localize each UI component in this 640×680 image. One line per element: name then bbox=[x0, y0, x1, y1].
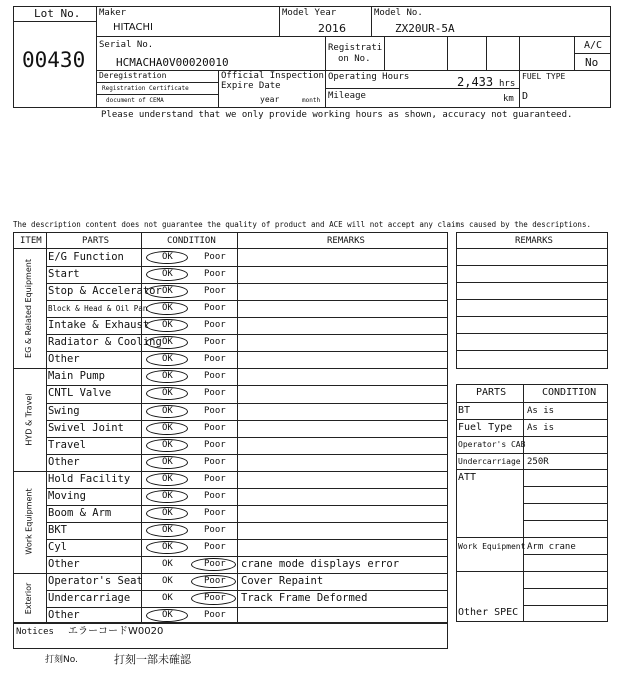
month-label: month bbox=[302, 97, 321, 104]
row-remark: Track Frame Deformed bbox=[241, 592, 368, 604]
part-label: E/G Function bbox=[48, 251, 124, 263]
right-remarks-header: REMARKS bbox=[515, 236, 553, 246]
maker-label: Maker bbox=[99, 8, 127, 18]
row-divider bbox=[46, 539, 448, 540]
part-label: Other bbox=[48, 456, 80, 468]
description-notice: The description content does not guarantee the quality of product and ACE will not accept any claims caused by the descriptions. bbox=[13, 220, 591, 229]
poor-option[interactable]: Poor bbox=[204, 371, 226, 381]
ok-option[interactable]: OK bbox=[162, 457, 173, 467]
notices-value: エラーコードW0020 bbox=[68, 626, 164, 637]
poor-option[interactable]: Poor bbox=[204, 491, 226, 501]
ok-option[interactable]: OK bbox=[162, 354, 173, 364]
part-label: Stop & Accelerator bbox=[48, 285, 162, 297]
poor-option[interactable]: Poor bbox=[204, 525, 226, 535]
lot-no-label: Lot No. bbox=[34, 7, 81, 20]
fuel-type-value: D bbox=[522, 91, 529, 102]
poor-option[interactable]: Poor bbox=[204, 320, 226, 330]
poor-option[interactable]: Poor bbox=[204, 269, 226, 279]
model-year-label: Model Year bbox=[282, 8, 337, 18]
group-label: EG & Related Equipment bbox=[24, 258, 34, 358]
right-cond-fuel-type: As is bbox=[527, 423, 555, 433]
ok-option[interactable]: OK bbox=[162, 388, 173, 398]
row-divider bbox=[46, 403, 448, 404]
ac-value: No bbox=[585, 56, 599, 69]
selected-condition-oval bbox=[191, 592, 236, 605]
row-divider bbox=[46, 437, 448, 438]
part-label: Radiator & Cooling bbox=[48, 336, 162, 348]
right-part-att: ATT bbox=[458, 472, 477, 483]
ok-option[interactable]: OK bbox=[162, 371, 173, 381]
ac-label: A/C bbox=[584, 40, 603, 51]
selected-condition-oval bbox=[146, 507, 188, 520]
ok-option[interactable]: OK bbox=[162, 303, 173, 313]
selected-condition-oval bbox=[146, 251, 188, 264]
selected-condition-oval bbox=[146, 473, 188, 486]
ok-option[interactable]: OK bbox=[162, 320, 173, 330]
poor-option[interactable]: Poor bbox=[204, 286, 226, 296]
row-divider bbox=[46, 334, 448, 335]
poor-option[interactable]: Poor bbox=[204, 303, 226, 313]
row-divider bbox=[46, 351, 448, 352]
poor-option[interactable]: Poor bbox=[204, 354, 226, 364]
model-no-label: Model No. bbox=[374, 8, 423, 18]
header-item: ITEM bbox=[20, 236, 42, 246]
row-divider bbox=[13, 368, 448, 369]
part-label: Block & Head & Oil Pan bbox=[48, 304, 148, 313]
ok-option[interactable]: OK bbox=[162, 406, 173, 416]
part-label: Swing bbox=[48, 405, 80, 417]
row-divider bbox=[46, 505, 448, 506]
row-divider bbox=[46, 454, 448, 455]
selected-condition-oval bbox=[146, 422, 188, 435]
part-label: Hold Facility bbox=[48, 473, 131, 485]
part-label: Cyl bbox=[48, 541, 67, 553]
lot-no-value: 00430 bbox=[22, 48, 86, 72]
selected-condition-oval bbox=[146, 387, 188, 400]
official-inspection-label-2: Expire Date bbox=[221, 81, 281, 91]
row-divider bbox=[46, 283, 448, 284]
selected-condition-oval bbox=[146, 353, 188, 366]
row-divider bbox=[46, 266, 448, 267]
part-label: Boom & Arm bbox=[48, 507, 112, 519]
selected-condition-oval bbox=[146, 268, 188, 281]
part-label: Other bbox=[48, 353, 80, 365]
serial-value: HCMACHA0V00020010 bbox=[116, 56, 229, 69]
selected-condition-oval bbox=[146, 439, 188, 452]
right-parts-header: PARTS bbox=[476, 387, 507, 398]
poor-option[interactable]: Poor bbox=[204, 576, 226, 586]
ok-option[interactable]: OK bbox=[162, 593, 173, 603]
group-label: Work Equipment bbox=[24, 488, 34, 555]
row-divider bbox=[13, 573, 448, 574]
operating-hours-label: Operating Hours bbox=[328, 72, 410, 82]
serial-label: Serial No. bbox=[99, 40, 154, 50]
part-label: Swivel Joint bbox=[48, 422, 124, 434]
official-inspection-label-1: Official Inspection bbox=[221, 71, 324, 81]
ok-option[interactable]: OK bbox=[162, 440, 173, 450]
selected-condition-oval bbox=[146, 370, 188, 383]
poor-option[interactable]: Poor bbox=[204, 406, 226, 416]
registration-label-1: Registrati bbox=[328, 43, 383, 53]
mileage-label: Mileage bbox=[328, 91, 366, 101]
ok-option[interactable]: OK bbox=[162, 610, 173, 620]
model-no-value: ZX20UR-5A bbox=[395, 22, 455, 35]
part-label: Start bbox=[48, 268, 80, 280]
selected-condition-oval bbox=[146, 336, 188, 349]
right-cond-work-equipment: Arm crane bbox=[527, 542, 576, 552]
part-label: Travel bbox=[48, 439, 86, 451]
ok-option[interactable]: OK bbox=[162, 508, 173, 518]
ok-option[interactable]: OK bbox=[162, 491, 173, 501]
right-cond-bt: As is bbox=[527, 406, 555, 416]
poor-option[interactable]: Poor bbox=[204, 457, 226, 467]
right-part-operators-cab: Operator's CAB bbox=[458, 440, 526, 449]
notices-label: Notices bbox=[16, 627, 54, 637]
ok-option[interactable]: OK bbox=[162, 525, 173, 535]
group-label: Exterior bbox=[24, 582, 34, 614]
stamp-label: 打刻No. bbox=[45, 655, 78, 665]
selected-condition-oval bbox=[146, 302, 188, 315]
poor-option[interactable]: Poor bbox=[204, 440, 226, 450]
selected-condition-oval bbox=[191, 558, 236, 571]
row-divider bbox=[46, 488, 448, 489]
right-part-fuel-type: Fuel Type bbox=[458, 422, 513, 433]
selected-condition-oval bbox=[146, 609, 188, 622]
ok-option[interactable]: OK bbox=[162, 252, 173, 262]
row-divider bbox=[46, 385, 448, 386]
poor-option[interactable]: Poor bbox=[204, 610, 226, 620]
part-label: Intake & Exhaust bbox=[48, 319, 150, 331]
part-label: Undercarriage bbox=[48, 592, 131, 604]
poor-option[interactable]: Poor bbox=[204, 593, 226, 603]
row-divider bbox=[46, 556, 448, 557]
group-label: HYD & Travel bbox=[24, 393, 34, 446]
row-divider bbox=[46, 317, 448, 318]
registration-label-2: on No. bbox=[338, 54, 371, 64]
right-part-other-spec: Other SPEC bbox=[458, 607, 519, 618]
stamp-value: 打刻一部未確認 bbox=[114, 653, 191, 666]
row-divider bbox=[46, 522, 448, 523]
part-label: Operator's Seat bbox=[48, 575, 143, 587]
right-cond-undercarriage: 250R bbox=[527, 457, 549, 467]
ok-option[interactable]: OK bbox=[162, 286, 173, 296]
maker-value: HITACHI bbox=[113, 22, 153, 33]
selected-condition-oval bbox=[191, 575, 236, 588]
fuel-type-label: FUEL TYPE bbox=[522, 72, 566, 81]
poor-option[interactable]: Poor bbox=[204, 252, 226, 262]
row-divider bbox=[46, 300, 448, 301]
year-label: year bbox=[260, 95, 280, 104]
part-label: BKT bbox=[48, 524, 67, 536]
poor-option[interactable]: Poor bbox=[204, 474, 226, 484]
poor-option[interactable]: Poor bbox=[204, 337, 226, 347]
ok-option[interactable]: OK bbox=[162, 269, 173, 279]
part-label: CNTL Valve bbox=[48, 387, 112, 399]
operating-hours-value: 2,433 bbox=[457, 75, 494, 89]
deregistration-label: Deregistration bbox=[99, 71, 167, 80]
selected-condition-oval bbox=[146, 541, 188, 554]
hrs-label: hrs bbox=[499, 79, 516, 89]
poor-option[interactable]: Poor bbox=[204, 388, 226, 398]
part-label: Other bbox=[48, 558, 80, 570]
row-divider bbox=[46, 420, 448, 421]
header-parts: PARTS bbox=[82, 236, 110, 246]
ok-option[interactable]: OK bbox=[162, 576, 173, 586]
model-year-value: 2016 bbox=[318, 22, 346, 35]
row-divider bbox=[13, 471, 448, 472]
part-label: Other bbox=[48, 609, 80, 621]
ok-option[interactable]: OK bbox=[162, 423, 173, 433]
right-part-bt: BT bbox=[458, 405, 471, 416]
selected-condition-oval bbox=[146, 285, 188, 298]
cema-label: document of CEMA bbox=[106, 97, 164, 104]
part-label: Main Pump bbox=[48, 370, 105, 382]
km-label: km bbox=[503, 94, 514, 104]
right-part-work-equipment: Work Equipment bbox=[458, 542, 526, 551]
ok-option[interactable]: OK bbox=[162, 559, 173, 569]
registration-certificate-label: Registration Certificate bbox=[102, 85, 189, 92]
poor-option[interactable]: Poor bbox=[204, 508, 226, 518]
part-label: Moving bbox=[48, 490, 86, 502]
poor-option[interactable]: Poor bbox=[204, 559, 226, 569]
hours-notice: Please understand that we only provide working hours as shown, accuracy not guaranteed. bbox=[101, 110, 573, 120]
ok-option[interactable]: OK bbox=[162, 542, 173, 552]
row-divider bbox=[46, 607, 448, 608]
poor-option[interactable]: Poor bbox=[204, 423, 226, 433]
selected-condition-oval bbox=[146, 524, 188, 537]
row-divider bbox=[46, 590, 448, 591]
row-remark: crane mode displays error bbox=[241, 558, 400, 570]
selected-condition-oval bbox=[146, 490, 188, 503]
header-remarks: REMARKS bbox=[327, 236, 365, 246]
right-part-undercarriage: Undercarriage bbox=[458, 457, 521, 466]
header-condition: CONDITION bbox=[167, 236, 216, 246]
ok-option[interactable]: OK bbox=[162, 337, 173, 347]
row-remark: Cover Repaint bbox=[241, 575, 324, 587]
right-condition-header: CONDITION bbox=[542, 387, 597, 398]
selected-condition-oval bbox=[146, 405, 188, 418]
selected-condition-oval bbox=[146, 456, 188, 469]
poor-option[interactable]: Poor bbox=[204, 542, 226, 552]
selected-condition-oval bbox=[146, 319, 188, 332]
ok-option[interactable]: OK bbox=[162, 474, 173, 484]
